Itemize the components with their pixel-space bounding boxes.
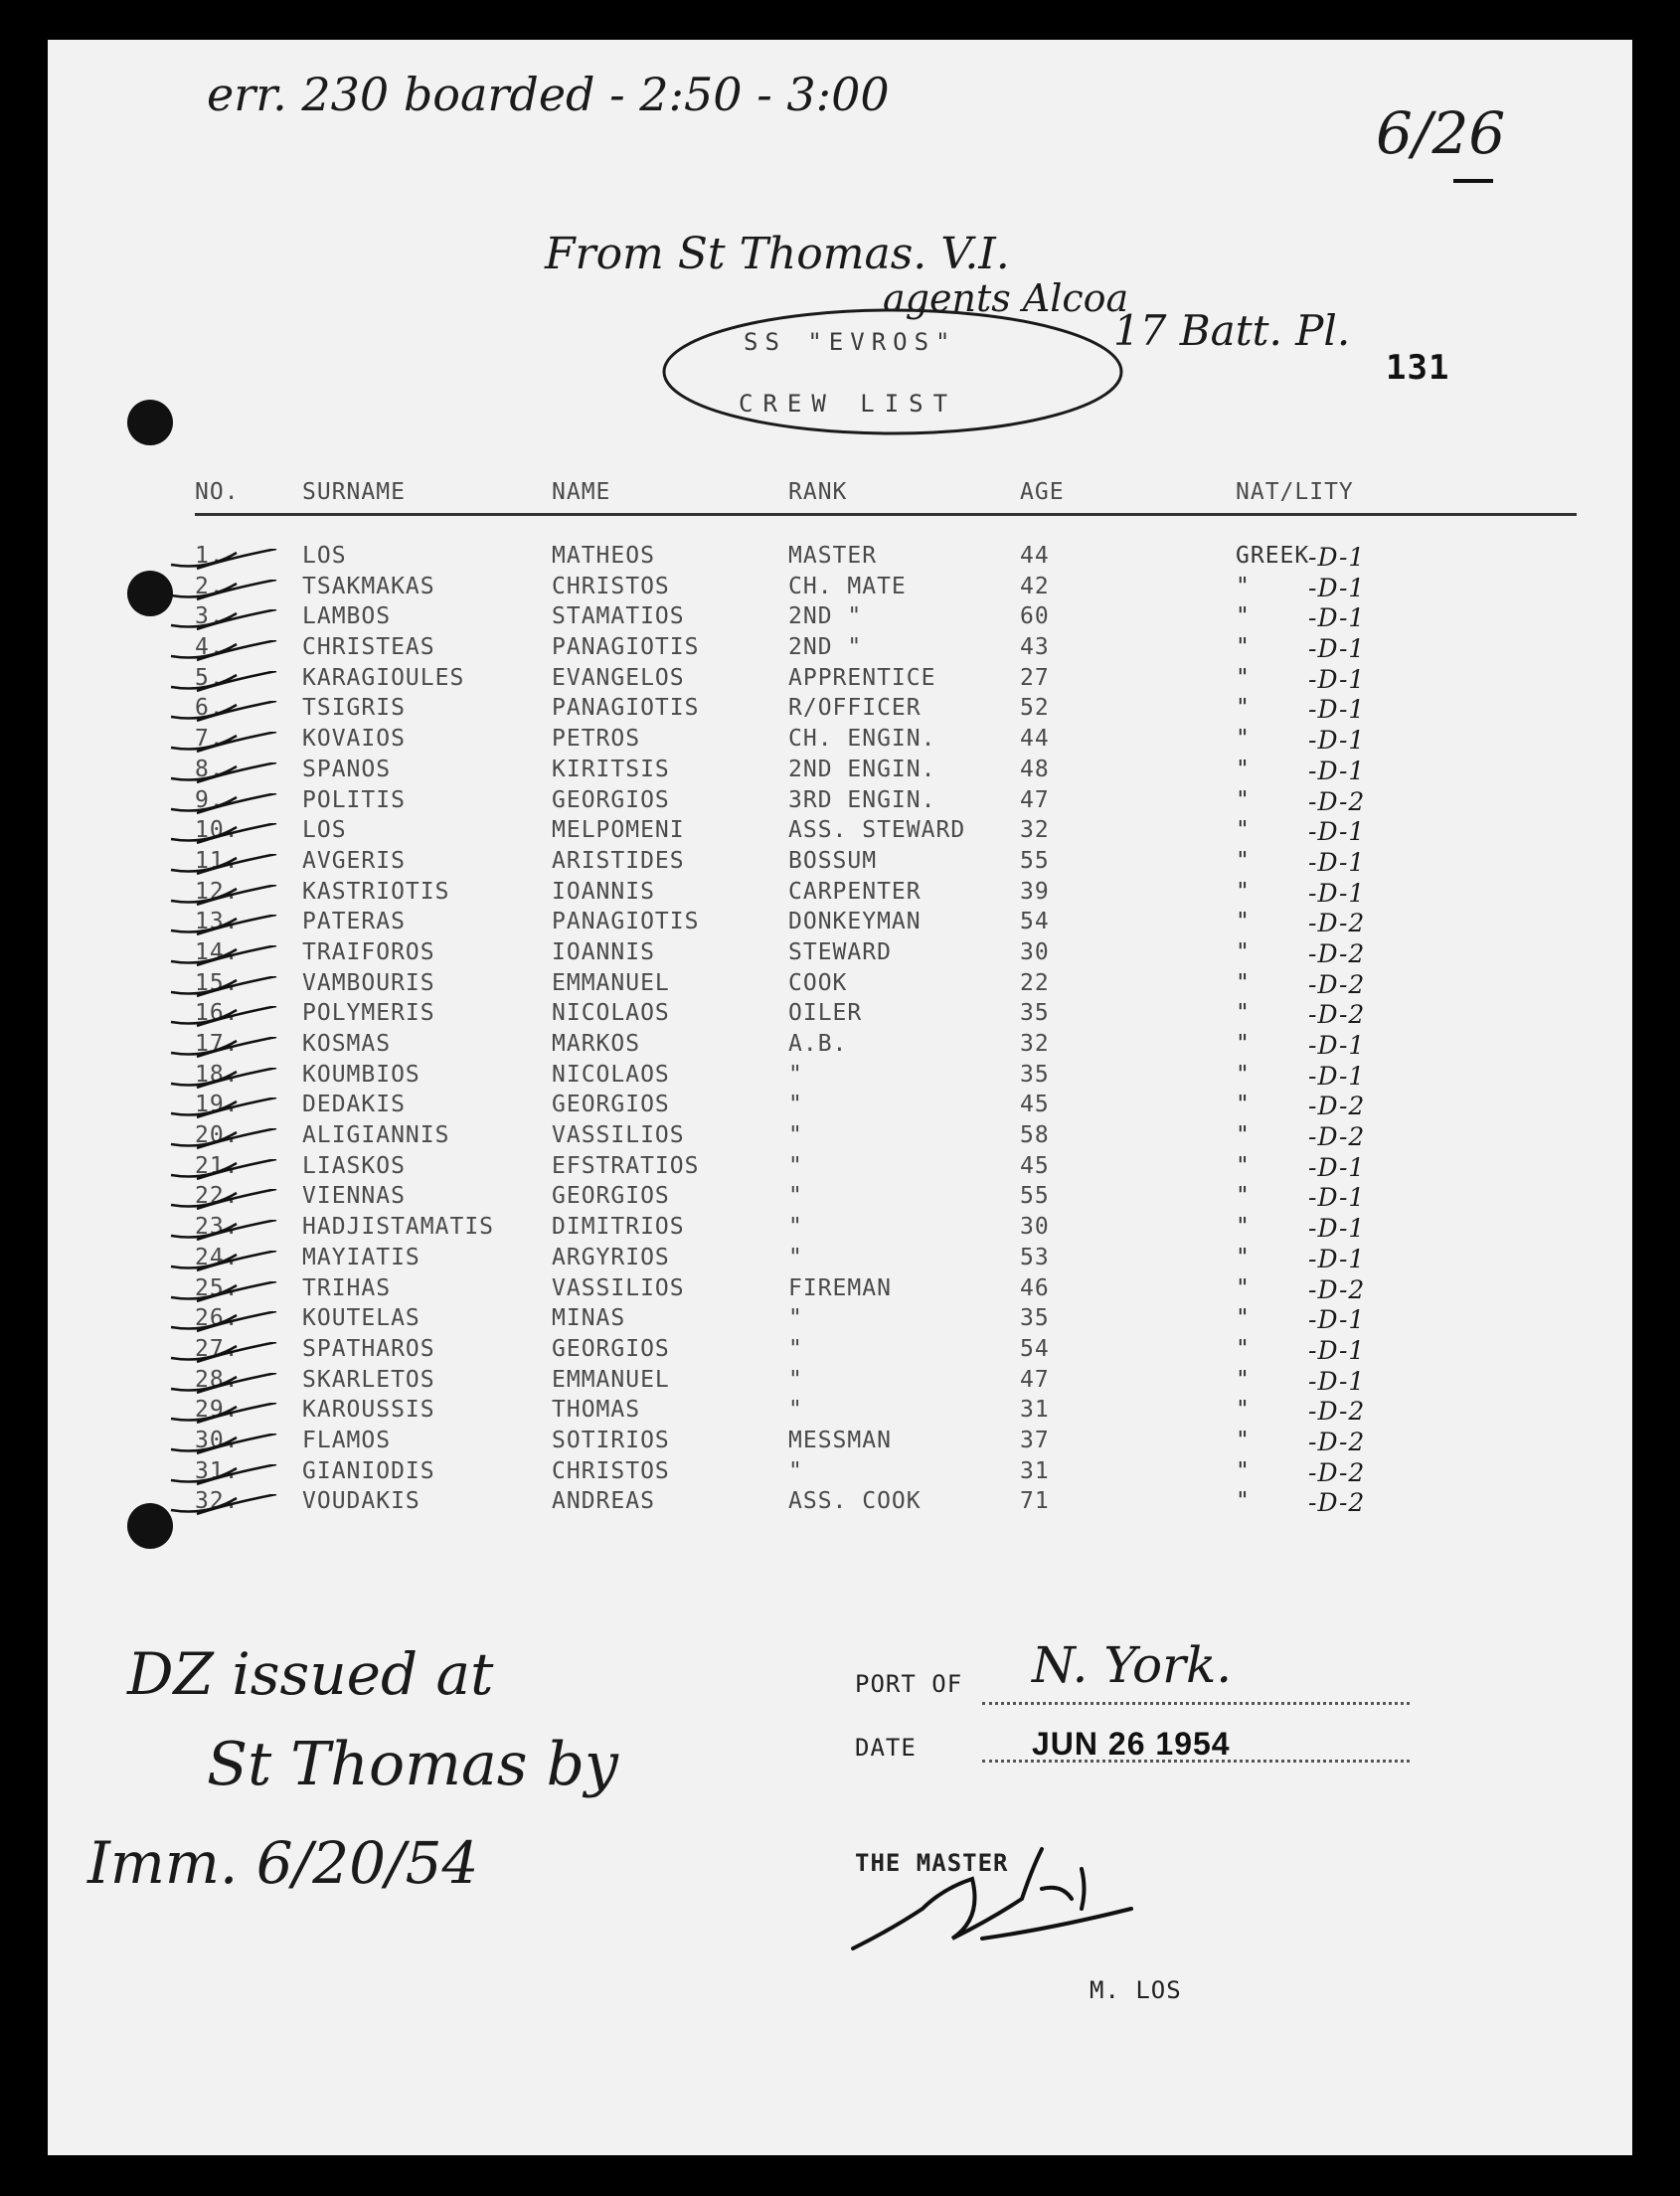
crew-handwritten-mark: -D-1 bbox=[1308, 1152, 1366, 1182]
crew-nationality: " bbox=[1236, 603, 1251, 630]
crew-age: 44 bbox=[1020, 543, 1050, 569]
crew-nationality: " bbox=[1236, 1397, 1251, 1424]
header-no: NO. bbox=[195, 479, 240, 505]
table-row bbox=[48, 543, 1632, 574]
crew-name: MINAS bbox=[552, 1305, 626, 1332]
crew-age: 48 bbox=[1020, 756, 1050, 782]
crew-age: 30 bbox=[1020, 1214, 1050, 1241]
crew-surname: VAMBOURIS bbox=[302, 969, 435, 996]
crew-number: 28. bbox=[195, 1366, 240, 1393]
left-note-line-1: DZ issued at bbox=[127, 1640, 494, 1708]
crew-nationality: " bbox=[1236, 1427, 1251, 1453]
crew-name: NICOLAOS bbox=[552, 1061, 670, 1088]
crew-handwritten-mark: -D-1 bbox=[1308, 1305, 1366, 1335]
crew-nationality: " bbox=[1236, 1274, 1251, 1301]
crew-number: 10. bbox=[195, 817, 240, 844]
crew-rank: " bbox=[788, 1183, 803, 1210]
crew-age: 52 bbox=[1020, 695, 1050, 722]
crew-handwritten-mark: -D-1 bbox=[1308, 1031, 1366, 1060]
crew-nationality: " bbox=[1236, 817, 1251, 844]
crew-handwritten-mark: -D-1 bbox=[1308, 1214, 1366, 1244]
crew-handwritten-mark: -D-1 bbox=[1308, 817, 1366, 847]
crew-number: 12. bbox=[195, 878, 240, 905]
crew-handwritten-mark: -D-1 bbox=[1308, 664, 1366, 694]
table-row bbox=[48, 695, 1632, 726]
crew-nationality: " bbox=[1236, 1244, 1251, 1270]
crew-surname: LOS bbox=[302, 543, 347, 569]
crew-rank: MASTER bbox=[788, 543, 878, 569]
master-signature bbox=[833, 1829, 1191, 1968]
crew-name: EMMANUEL bbox=[552, 969, 670, 996]
table-row bbox=[48, 574, 1632, 604]
crew-number: 25. bbox=[195, 1274, 240, 1301]
crew-age: 54 bbox=[1020, 1335, 1050, 1362]
crew-handwritten-mark: -D-1 bbox=[1308, 1335, 1366, 1365]
crew-rank: BOSSUM bbox=[788, 847, 878, 874]
from-annotation: From St Thomas. V.I. bbox=[545, 229, 1010, 279]
crew-age: 60 bbox=[1020, 603, 1050, 630]
crew-nationality: " bbox=[1236, 1061, 1251, 1088]
crew-handwritten-mark: -D-2 bbox=[1308, 969, 1366, 999]
crew-handwritten-mark: -D-2 bbox=[1308, 1000, 1366, 1030]
crew-name: PANAGIOTIS bbox=[552, 634, 700, 661]
crew-rank: " bbox=[788, 1335, 803, 1362]
table-row bbox=[48, 1214, 1632, 1245]
crew-rank: CH. ENGIN. bbox=[788, 726, 936, 753]
crew-number: 4. bbox=[195, 634, 225, 661]
crew-surname: KARAGIOULES bbox=[302, 664, 465, 691]
crew-surname: MAYIATIS bbox=[302, 1244, 420, 1270]
table-row bbox=[48, 939, 1632, 970]
crew-surname: PATERAS bbox=[302, 909, 406, 935]
crew-rank: DONKEYMAN bbox=[788, 909, 922, 935]
crew-age: 30 bbox=[1020, 938, 1050, 965]
crew-number: 6. bbox=[195, 695, 225, 722]
crew-age: 42 bbox=[1020, 573, 1050, 599]
crew-handwritten-mark: -D-1 bbox=[1308, 1183, 1366, 1213]
crew-handwritten-mark: -D-2 bbox=[1308, 909, 1366, 938]
crew-nationality: " bbox=[1236, 969, 1251, 996]
crew-number: 13. bbox=[195, 909, 240, 935]
crew-rank: " bbox=[788, 1457, 803, 1484]
crew-number: 16. bbox=[195, 1000, 240, 1027]
crew-age: 35 bbox=[1020, 1061, 1050, 1088]
header-name: NAME bbox=[552, 479, 611, 505]
crew-age: 43 bbox=[1020, 634, 1050, 661]
crew-rank: ASS. STEWARD bbox=[788, 817, 966, 844]
crew-rank: 2ND " bbox=[788, 603, 863, 630]
crew-rank: CARPENTER bbox=[788, 878, 922, 905]
table-row bbox=[48, 634, 1632, 665]
header-age: AGE bbox=[1020, 479, 1065, 505]
date-label: DATE bbox=[855, 1734, 917, 1762]
port-value: N. York. bbox=[1032, 1636, 1233, 1694]
ship-name: SS "EVROS" bbox=[744, 328, 957, 356]
table-row bbox=[48, 1397, 1632, 1428]
crew-rank: 2ND " bbox=[788, 634, 863, 661]
crew-number: 5. bbox=[195, 664, 225, 691]
crew-number: 22. bbox=[195, 1183, 240, 1210]
crew-number: 29. bbox=[195, 1397, 240, 1424]
crew-name: GEORGIOS bbox=[552, 1183, 670, 1210]
crew-handwritten-mark: -D-2 bbox=[1308, 1427, 1366, 1456]
crew-number: 20. bbox=[195, 1122, 240, 1149]
crew-nationality: " bbox=[1236, 1000, 1251, 1027]
crew-number: 21. bbox=[195, 1152, 240, 1179]
crew-handwritten-mark: -D-1 bbox=[1308, 543, 1366, 572]
crew-surname: LOS bbox=[302, 817, 347, 844]
crew-number: 32. bbox=[195, 1488, 240, 1515]
crew-nationality: " bbox=[1236, 878, 1251, 905]
crew-surname: DEDAKIS bbox=[302, 1092, 406, 1118]
crew-age: 58 bbox=[1020, 1122, 1050, 1149]
crew-rank: " bbox=[788, 1397, 803, 1424]
crew-rank: COOK bbox=[788, 969, 848, 996]
crew-name: MARKOS bbox=[552, 1031, 641, 1057]
crew-surname: KOSMAS bbox=[302, 1031, 392, 1057]
crew-nationality: " bbox=[1236, 1122, 1251, 1149]
crew-handwritten-mark: -D-1 bbox=[1308, 847, 1366, 877]
crew-name: VASSILIOS bbox=[552, 1122, 685, 1149]
crew-rank: CH. MATE bbox=[788, 573, 907, 599]
crew-nationality: " bbox=[1236, 756, 1251, 782]
crew-nationality: " bbox=[1236, 1335, 1251, 1362]
crew-handwritten-mark: -D-1 bbox=[1308, 634, 1366, 664]
crew-nationality: " bbox=[1236, 1092, 1251, 1118]
crew-nationality: " bbox=[1236, 1488, 1251, 1515]
crew-handwritten-mark: -D-2 bbox=[1308, 1397, 1366, 1427]
table-row bbox=[48, 1458, 1632, 1489]
crew-surname: KOUTELAS bbox=[302, 1305, 420, 1332]
crew-surname: ALIGIANNIS bbox=[302, 1122, 450, 1149]
table-row bbox=[48, 879, 1632, 910]
crew-handwritten-mark: -D-1 bbox=[1308, 1061, 1366, 1091]
sheet-number: 131 bbox=[1386, 348, 1450, 388]
crew-name: EMMANUEL bbox=[552, 1366, 670, 1393]
crew-number: 3. bbox=[195, 603, 225, 630]
crew-handwritten-mark: -D-1 bbox=[1308, 1366, 1366, 1396]
crew-rank: " bbox=[788, 1366, 803, 1393]
crew-rank: " bbox=[788, 1152, 803, 1179]
crew-age: 54 bbox=[1020, 909, 1050, 935]
date-stamp: JUN 26 1954 bbox=[1032, 1726, 1231, 1762]
crew-handwritten-mark: -D-2 bbox=[1308, 938, 1366, 968]
punch-hole bbox=[127, 400, 173, 445]
crew-number: 23. bbox=[195, 1214, 240, 1241]
table-row bbox=[48, 970, 1632, 1001]
crew-handwritten-mark: -D-1 bbox=[1308, 573, 1366, 602]
crew-nationality: " bbox=[1236, 1152, 1251, 1179]
crew-surname: VIENNAS bbox=[302, 1183, 406, 1210]
title-circle bbox=[654, 300, 1139, 449]
crew-number: 26. bbox=[195, 1305, 240, 1332]
crew-name: STAMATIOS bbox=[552, 603, 685, 630]
table-row bbox=[48, 1305, 1632, 1336]
crew-nationality: " bbox=[1236, 664, 1251, 691]
crew-nationality: GREEK bbox=[1236, 543, 1310, 569]
crew-name: ARGYRIOS bbox=[552, 1244, 670, 1270]
crew-rank: A.B. bbox=[788, 1031, 848, 1057]
crew-surname: POLYMERIS bbox=[302, 1000, 435, 1027]
crew-surname: KOVAIOS bbox=[302, 726, 406, 753]
crew-name: ANDREAS bbox=[552, 1488, 655, 1515]
crew-nationality: " bbox=[1236, 1305, 1251, 1332]
crew-number: 8. bbox=[195, 756, 225, 782]
crew-name: DIMITRIOS bbox=[552, 1214, 685, 1241]
crew-number: 27. bbox=[195, 1335, 240, 1362]
header-surname: SURNAME bbox=[302, 479, 406, 505]
crew-nationality: " bbox=[1236, 726, 1251, 753]
crew-handwritten-mark: -D-2 bbox=[1308, 786, 1366, 816]
crew-rank: " bbox=[788, 1214, 803, 1241]
crew-age: 35 bbox=[1020, 1000, 1050, 1027]
crew-age: 22 bbox=[1020, 969, 1050, 996]
crew-surname: TRAIFOROS bbox=[302, 938, 435, 965]
table-row bbox=[48, 1245, 1632, 1275]
crew-surname: TSIGRIS bbox=[302, 695, 406, 722]
crew-surname: POLITIS bbox=[302, 786, 406, 813]
master-label: THE MASTER bbox=[855, 1849, 1009, 1877]
crew-handwritten-mark: -D-1 bbox=[1308, 726, 1366, 756]
crew-name: IOANNIS bbox=[552, 938, 655, 965]
crew-nationality: " bbox=[1236, 1214, 1251, 1241]
crew-handwritten-mark: -D-2 bbox=[1308, 1488, 1366, 1518]
crew-name: MATHEOS bbox=[552, 543, 655, 569]
crew-number: 1. bbox=[195, 543, 225, 569]
crew-name: PETROS bbox=[552, 726, 641, 753]
crew-surname: AVGERIS bbox=[302, 847, 406, 874]
crew-number: 17. bbox=[195, 1031, 240, 1057]
crew-name: EFSTRATIOS bbox=[552, 1152, 700, 1179]
crew-surname: KAROUSSIS bbox=[302, 1397, 435, 1424]
crew-number: 31. bbox=[195, 1457, 240, 1484]
crew-number: 18. bbox=[195, 1061, 240, 1088]
table-row bbox=[48, 1488, 1632, 1519]
left-note-line-2: St Thomas by bbox=[207, 1730, 618, 1799]
port-line bbox=[982, 1702, 1410, 1705]
crew-nationality: " bbox=[1236, 1457, 1251, 1484]
crew-number: 15. bbox=[195, 969, 240, 996]
crew-rank: R/OFFICER bbox=[788, 695, 922, 722]
table-row bbox=[48, 757, 1632, 787]
crew-nationality: " bbox=[1236, 938, 1251, 965]
crew-name: IOANNIS bbox=[552, 878, 655, 905]
crew-name: PANAGIOTIS bbox=[552, 909, 700, 935]
crew-nationality: " bbox=[1236, 847, 1251, 874]
crew-surname: FLAMOS bbox=[302, 1427, 392, 1453]
column-header-row bbox=[195, 479, 1577, 516]
left-note-line-3: Imm. 6/20/54 bbox=[87, 1829, 479, 1897]
crew-nationality: " bbox=[1236, 1031, 1251, 1057]
crew-name: THOMAS bbox=[552, 1397, 641, 1424]
crew-name: CHRISTOS bbox=[552, 573, 670, 599]
crew-name: VASSILIOS bbox=[552, 1274, 685, 1301]
corner-annotation: 6/26 bbox=[1376, 99, 1506, 167]
crew-surname: SPATHAROS bbox=[302, 1335, 435, 1362]
table-row bbox=[48, 817, 1632, 848]
crew-name: SOTIRIOS bbox=[552, 1427, 670, 1453]
crew-name: CHRISTOS bbox=[552, 1457, 670, 1484]
crew-surname: SPANOS bbox=[302, 756, 392, 782]
crew-name: MELPOMENI bbox=[552, 817, 685, 844]
crew-age: 35 bbox=[1020, 1305, 1050, 1332]
crew-name: GEORGIOS bbox=[552, 1335, 670, 1362]
crew-rank: 2ND ENGIN. bbox=[788, 756, 936, 782]
crew-surname: TSAKMAKAS bbox=[302, 573, 435, 599]
crew-age: 39 bbox=[1020, 878, 1050, 905]
crew-rank: " bbox=[788, 1061, 803, 1088]
table-row bbox=[48, 1092, 1632, 1122]
crew-rank: OILER bbox=[788, 1000, 863, 1027]
crew-age: 45 bbox=[1020, 1092, 1050, 1118]
crew-surname: GIANIODIS bbox=[302, 1457, 435, 1484]
crew-rank: " bbox=[788, 1122, 803, 1149]
crew-surname: LAMBOS bbox=[302, 603, 392, 630]
crew-list-page bbox=[48, 40, 1632, 2155]
crew-surname: CHRISTEAS bbox=[302, 634, 435, 661]
crew-age: 31 bbox=[1020, 1457, 1050, 1484]
crew-nationality: " bbox=[1236, 634, 1251, 661]
crew-rank: " bbox=[788, 1305, 803, 1332]
date-line bbox=[982, 1760, 1410, 1763]
crew-number: 2. bbox=[195, 573, 225, 599]
crew-number: 24. bbox=[195, 1244, 240, 1270]
crew-rank: 3RD ENGIN. bbox=[788, 786, 936, 813]
crew-handwritten-mark: -D-1 bbox=[1308, 878, 1366, 908]
corner-underline bbox=[1453, 179, 1493, 183]
crew-rank: STEWARD bbox=[788, 938, 892, 965]
table-row bbox=[48, 1000, 1632, 1031]
crew-age: 37 bbox=[1020, 1427, 1050, 1453]
table-row bbox=[48, 848, 1632, 879]
crew-surname: VOUDAKIS bbox=[302, 1488, 420, 1515]
top-annotation: err. 230 boarded - 2:50 - 3:00 bbox=[207, 68, 890, 121]
crew-name: NICOLAOS bbox=[552, 1000, 670, 1027]
crew-number: 14. bbox=[195, 938, 240, 965]
crew-number: 19. bbox=[195, 1092, 240, 1118]
crew-name: PANAGIOTIS bbox=[552, 695, 700, 722]
crew-name: GEORGIOS bbox=[552, 1092, 670, 1118]
crew-nationality: " bbox=[1236, 1366, 1251, 1393]
crew-age: 55 bbox=[1020, 847, 1050, 874]
table-row bbox=[48, 909, 1632, 939]
crew-rank: ASS. COOK bbox=[788, 1488, 922, 1515]
crew-rank: " bbox=[788, 1244, 803, 1270]
crew-surname: KASTRIOTIS bbox=[302, 878, 450, 905]
crew-age: 47 bbox=[1020, 786, 1050, 813]
crew-rank: FIREMAN bbox=[788, 1274, 892, 1301]
crew-number: 11. bbox=[195, 847, 240, 874]
crew-surname: HADJISTAMATIS bbox=[302, 1214, 495, 1241]
address-annotation: 17 Batt. Pl. bbox=[1113, 306, 1351, 355]
crew-age: 71 bbox=[1020, 1488, 1050, 1515]
crew-age: 47 bbox=[1020, 1366, 1050, 1393]
crew-handwritten-mark: -D-2 bbox=[1308, 1092, 1366, 1121]
crew-number: 9. bbox=[195, 786, 225, 813]
table-row bbox=[48, 787, 1632, 818]
crew-age: 27 bbox=[1020, 664, 1050, 691]
crew-nationality: " bbox=[1236, 695, 1251, 722]
crew-name: KIRITSIS bbox=[552, 756, 670, 782]
crew-handwritten-mark: -D-1 bbox=[1308, 603, 1366, 633]
table-row bbox=[48, 1367, 1632, 1398]
crew-handwritten-mark: -D-2 bbox=[1308, 1274, 1366, 1304]
crew-nationality: " bbox=[1236, 1183, 1251, 1210]
crew-number: 7. bbox=[195, 726, 225, 753]
crew-age: 31 bbox=[1020, 1397, 1050, 1424]
crew-number: 30. bbox=[195, 1427, 240, 1453]
crew-surname: SKARLETOS bbox=[302, 1366, 435, 1393]
crew-table bbox=[48, 543, 1632, 1519]
table-row bbox=[48, 1428, 1632, 1458]
crew-nationality: " bbox=[1236, 909, 1251, 935]
crew-handwritten-mark: -D-2 bbox=[1308, 1457, 1366, 1487]
table-row bbox=[48, 1062, 1632, 1093]
crew-age: 45 bbox=[1020, 1152, 1050, 1179]
crew-age: 53 bbox=[1020, 1244, 1050, 1270]
table-row bbox=[48, 1122, 1632, 1153]
crew-name: GEORGIOS bbox=[552, 786, 670, 813]
crew-name: ARISTIDES bbox=[552, 847, 685, 874]
crew-age: 32 bbox=[1020, 817, 1050, 844]
header-rank: RANK bbox=[788, 479, 848, 505]
table-row bbox=[48, 726, 1632, 757]
table-row bbox=[48, 1275, 1632, 1306]
document-title: CREW LIST bbox=[739, 390, 958, 418]
crew-handwritten-mark: -D-1 bbox=[1308, 1244, 1366, 1273]
crew-age: 32 bbox=[1020, 1031, 1050, 1057]
table-row bbox=[48, 1153, 1632, 1184]
table-row bbox=[48, 1031, 1632, 1062]
crew-handwritten-mark: -D-1 bbox=[1308, 756, 1366, 785]
crew-rank: APPRENTICE bbox=[788, 664, 936, 691]
crew-age: 55 bbox=[1020, 1183, 1050, 1210]
crew-surname: LIASKOS bbox=[302, 1152, 406, 1179]
table-row bbox=[48, 665, 1632, 696]
crew-age: 44 bbox=[1020, 726, 1050, 753]
crew-rank: " bbox=[788, 1092, 803, 1118]
crew-surname: KOUMBIOS bbox=[302, 1061, 420, 1088]
header-nationality: NAT/LITY bbox=[1236, 479, 1354, 505]
port-label: PORT OF bbox=[855, 1670, 963, 1698]
master-name: M. LOS bbox=[1090, 1976, 1182, 2004]
crew-handwritten-mark: -D-2 bbox=[1308, 1122, 1366, 1152]
crew-rank: MESSMAN bbox=[788, 1427, 892, 1453]
agents-annotation: agents Alcoa bbox=[883, 276, 1129, 320]
crew-surname: TRIHAS bbox=[302, 1274, 392, 1301]
crew-nationality: " bbox=[1236, 786, 1251, 813]
crew-handwritten-mark: -D-1 bbox=[1308, 695, 1366, 725]
crew-age: 46 bbox=[1020, 1274, 1050, 1301]
table-row bbox=[48, 603, 1632, 634]
crew-name: EVANGELOS bbox=[552, 664, 685, 691]
table-row bbox=[48, 1336, 1632, 1367]
crew-nationality: " bbox=[1236, 573, 1251, 599]
table-row bbox=[48, 1183, 1632, 1214]
